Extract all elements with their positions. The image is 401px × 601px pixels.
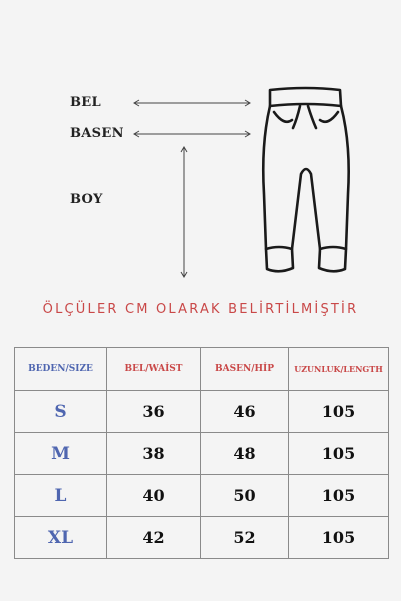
pants-icon [256, 84, 356, 280]
label-hip: BASEN [70, 126, 124, 141]
waist-cell: 42 [107, 517, 201, 559]
length-cell: 105 [289, 517, 389, 559]
length-cell: 105 [289, 475, 389, 517]
table-row [15, 517, 389, 559]
hip-cell: 46 [201, 391, 289, 433]
length-cell: 105 [289, 433, 389, 475]
size-cell: S [15, 391, 107, 433]
hip-cell: 48 [201, 433, 289, 475]
size-cell: XL [15, 517, 107, 559]
length-cell: 105 [289, 391, 389, 433]
waist-cell: 38 [107, 433, 201, 475]
hip-cell: 50 [201, 475, 289, 517]
waist-cell: 36 [107, 391, 201, 433]
table-row [15, 475, 389, 517]
table-row [15, 391, 389, 433]
hip-cell: 52 [201, 517, 289, 559]
label-length: BOY [70, 192, 103, 207]
table-row [15, 433, 389, 475]
size-chart-table [14, 347, 389, 559]
table-header-row [15, 348, 389, 391]
header-size: BEDEN/SIZE [15, 348, 107, 391]
header-length: UZUNLUK/LENGTH [289, 348, 389, 391]
waist-cell: 40 [107, 475, 201, 517]
size-cell: L [15, 475, 107, 517]
header-hip: BASEN/HİP [201, 348, 289, 391]
header-waist: BEL/WAİST [107, 348, 201, 391]
label-waist: BEL [70, 95, 101, 110]
measurement-note: ÖLÇÜLER CM OLARAK BELİRTİLMİŞTİR [42, 302, 359, 317]
size-cell: M [15, 433, 107, 475]
